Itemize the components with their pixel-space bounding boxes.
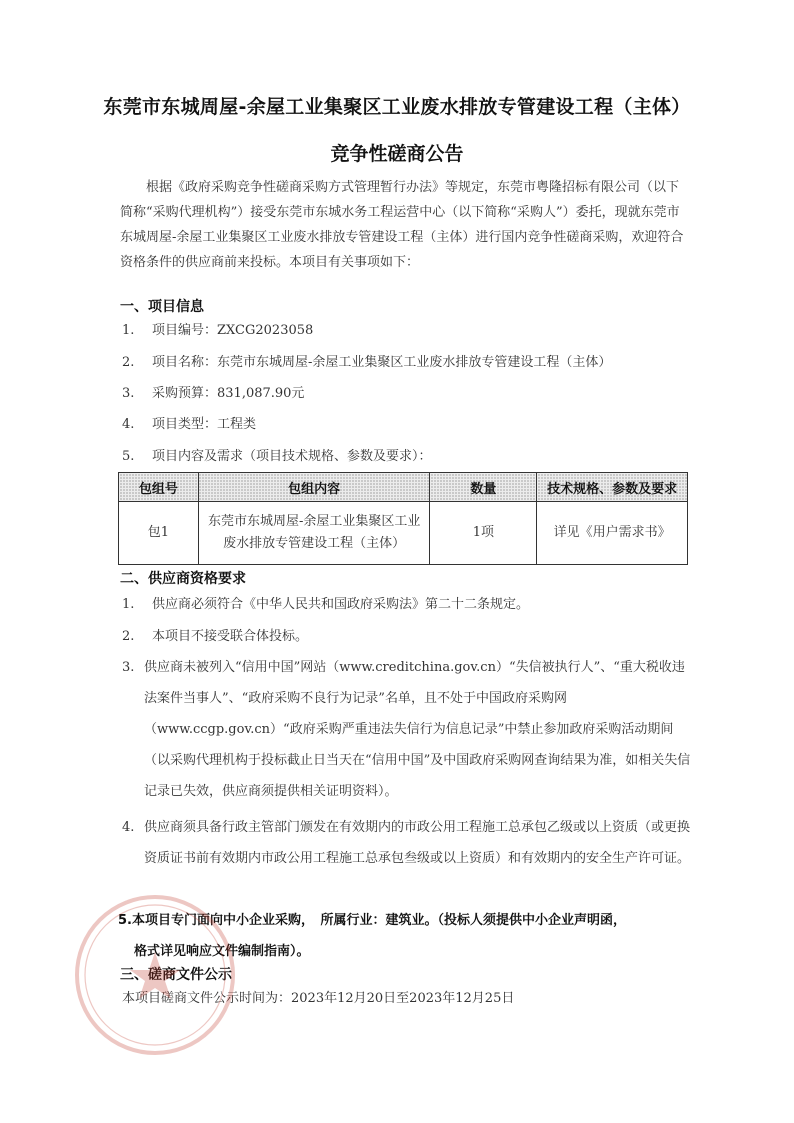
package-cell: 包1: [119, 502, 199, 565]
item-text: 供应商未被列入“信用中国”网站（www.creditchina.gov.cn）“失信被执行人”、“重大税收违法案件当事人”、“政府采购不良行为记录”名单，且不处于中国政府采购网（www.ccgp.gov.cn）“政府采购严重违法失信行为信息记录”中禁止参加政府采购活动期间（以采购代理机构于投标截止日当天在“信用中国”及中国政府采购网查询结果为准，如相关失信记录已失效，供应商须提供相关证明资料）。: [144, 660, 691, 799]
spec-cell: 详见《用户需求书》: [537, 502, 688, 565]
item-text: 项目名称：东莞市东城周屋-余屋工业集聚区工业废水排放专管建设工程（主体）: [152, 355, 612, 370]
table-header-cell: 技术规格、参数及要求: [537, 473, 688, 502]
item-number: 2.: [122, 629, 135, 644]
document-subtitle: 竞争性磋商公告: [330, 143, 464, 165]
document-title: 东莞市东城周屋-余屋工业集聚区工业废水排放专管建设工程（主体）: [103, 96, 691, 118]
item-text: 供应商必须符合《中华人民共和国政府采购法》第二十二条规定。: [152, 597, 530, 612]
section1-heading: 一、项目信息: [120, 299, 204, 315]
project-type-item: [122, 414, 692, 436]
project-content-item: [122, 446, 692, 468]
item-text: 供应商须具备行政主管部门颁发在有效期内的市政公用工程施工总承包乙级或以上资质（或更换资质证书前有效期内市政公用工程施工总承包叁级或以上资质）和有效期内的安全生产许可证。: [144, 820, 691, 866]
company-seal-stamp: [70, 890, 240, 1060]
item-text: 项目类型：工程类: [152, 417, 257, 432]
item-text: 项目编号：ZXCG2023058: [152, 323, 314, 338]
sme-line-1: 5.本项目专门面向中小企业采购， 所属行业：建筑业。（投标人须提供中小企业声明函，: [118, 913, 626, 928]
item-number: 4.: [122, 820, 135, 835]
table-header-cell: 包组号: [119, 473, 199, 502]
project-number-item: [122, 320, 692, 342]
qualification-item-3: [122, 652, 692, 807]
sme-line-2: 格式详见响应文件编制指南）。: [134, 944, 310, 959]
budget-item: [122, 383, 692, 405]
item-text: 项目内容及需求（项目技术规格、参数及要求）：: [152, 449, 432, 464]
table-header-cell: 包组内容: [198, 473, 430, 502]
item-number: 4.: [122, 417, 135, 432]
disclosure-text: 本项目磋商文件公示时间为：2023年12月20日至2023年12月25日: [122, 991, 515, 1006]
content-cell: 东莞市东城周屋-余屋工业集聚区工业废水排放专管建设工程（主体）: [198, 502, 430, 565]
item-text: 本项目不接受联合体投标。: [152, 629, 309, 644]
item-number: 2.: [122, 355, 135, 370]
item-number: 5.: [122, 449, 135, 464]
section3-heading: 三、磋商文件公示: [120, 967, 232, 983]
item-number: 3.: [122, 386, 135, 401]
qualification-item-1: [122, 594, 692, 616]
intro-text: 根据《政府采购竞争性磋商采购方式管理暂行办法》等规定，东莞市粤隆招标有限公司（以下简称“采购代理机构”）接受东莞市东城水务工程运营中心（以下简称“采购人”）委托，现就东莞市东城周屋-余屋工业集聚区工业废水排放专管建设工程（主体）进行国内竞争性磋商采购，欢迎符合资格条件的供应商前来投标。本项目有关事项如下：: [120, 180, 684, 270]
intro-paragraph: [120, 175, 690, 275]
item-number: 1.: [122, 597, 135, 612]
table-header-row: [119, 473, 688, 502]
requirements-table: [118, 472, 688, 565]
project-name-item: [122, 352, 692, 374]
qualification-item-4: [122, 812, 692, 874]
qualification-item-2: [122, 626, 692, 648]
table-header-cell: 数量: [430, 473, 537, 502]
section2-heading: 二、供应商资格要求: [120, 571, 246, 587]
item-text: 采购预算：831,087.90元: [152, 386, 305, 401]
item-number: 3.: [122, 660, 135, 675]
table-row: [119, 502, 688, 565]
quantity-cell: 1项: [430, 502, 537, 565]
item-number: 1.: [122, 323, 135, 338]
